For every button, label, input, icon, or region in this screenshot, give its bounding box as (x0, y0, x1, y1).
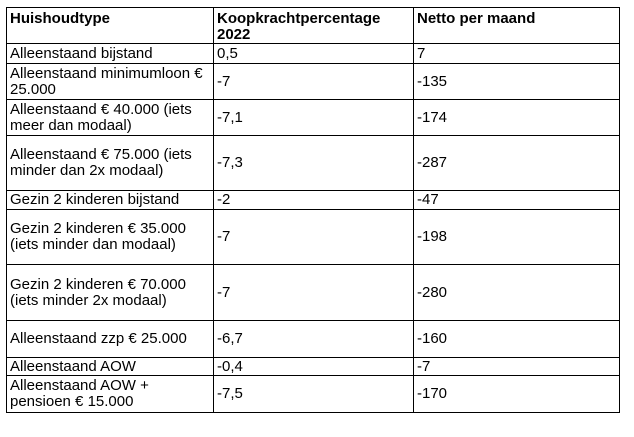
header-huishoudtype: Huishoudtype (7, 8, 214, 44)
cell-net: -198 (414, 210, 620, 265)
cell-type: Gezin 2 kinderen € 70.000 (iets minder 2x modaal) (7, 265, 214, 321)
header-netto-per-maand: Netto per maand (414, 8, 620, 44)
cell-pct: -0,4 (214, 358, 414, 376)
cell-type: Alleenstaand bijstand (7, 44, 214, 64)
table-row (7, 64, 620, 100)
cell-type: Alleenstaand € 75.000 (iets minder dan 2x modaal) (7, 136, 214, 191)
cell-net: -160 (414, 321, 620, 358)
cell-pct: -7 (214, 265, 414, 321)
table-container (6, 7, 620, 413)
cell-pct: -2 (214, 191, 414, 210)
cell-pct: -7 (214, 64, 414, 100)
table-row (7, 210, 620, 265)
table-row (7, 191, 620, 210)
cell-type: Alleenstaand € 40.000 (iets meer dan modaal) (7, 100, 214, 136)
cell-type: Alleenstaand minimumloon € 25.000 (7, 64, 214, 100)
header-koopkrachtpercentage: Koopkrachtpercentage 2022 (214, 8, 414, 44)
cell-net: 7 (414, 44, 620, 64)
cell-net: -174 (414, 100, 620, 136)
table-row (7, 44, 620, 64)
cell-type: Alleenstaand AOW + pensioen € 15.000 (7, 376, 214, 413)
cell-pct: -7,1 (214, 100, 414, 136)
cell-type: Gezin 2 kinderen € 35.000 (iets minder dan modaal) (7, 210, 214, 265)
cell-type: Alleenstaand AOW (7, 358, 214, 376)
cell-net: -280 (414, 265, 620, 321)
cell-type: Gezin 2 kinderen bijstand (7, 191, 214, 210)
table-row (7, 136, 620, 191)
cell-pct: -7 (214, 210, 414, 265)
cell-pct: -7,5 (214, 376, 414, 413)
cell-pct: 0,5 (214, 44, 414, 64)
table-row (7, 376, 620, 413)
koopkracht-table (6, 7, 620, 413)
cell-net: -7 (414, 358, 620, 376)
cell-pct: -7,3 (214, 136, 414, 191)
table-row (7, 265, 620, 321)
header-row (7, 8, 620, 44)
table-row (7, 100, 620, 136)
cell-net: -135 (414, 64, 620, 100)
table-row (7, 321, 620, 358)
cell-type: Alleenstaand zzp € 25.000 (7, 321, 214, 358)
cell-net: -170 (414, 376, 620, 413)
cell-pct: -6,7 (214, 321, 414, 358)
table-row (7, 358, 620, 376)
cell-net: -47 (414, 191, 620, 210)
cell-net: -287 (414, 136, 620, 191)
